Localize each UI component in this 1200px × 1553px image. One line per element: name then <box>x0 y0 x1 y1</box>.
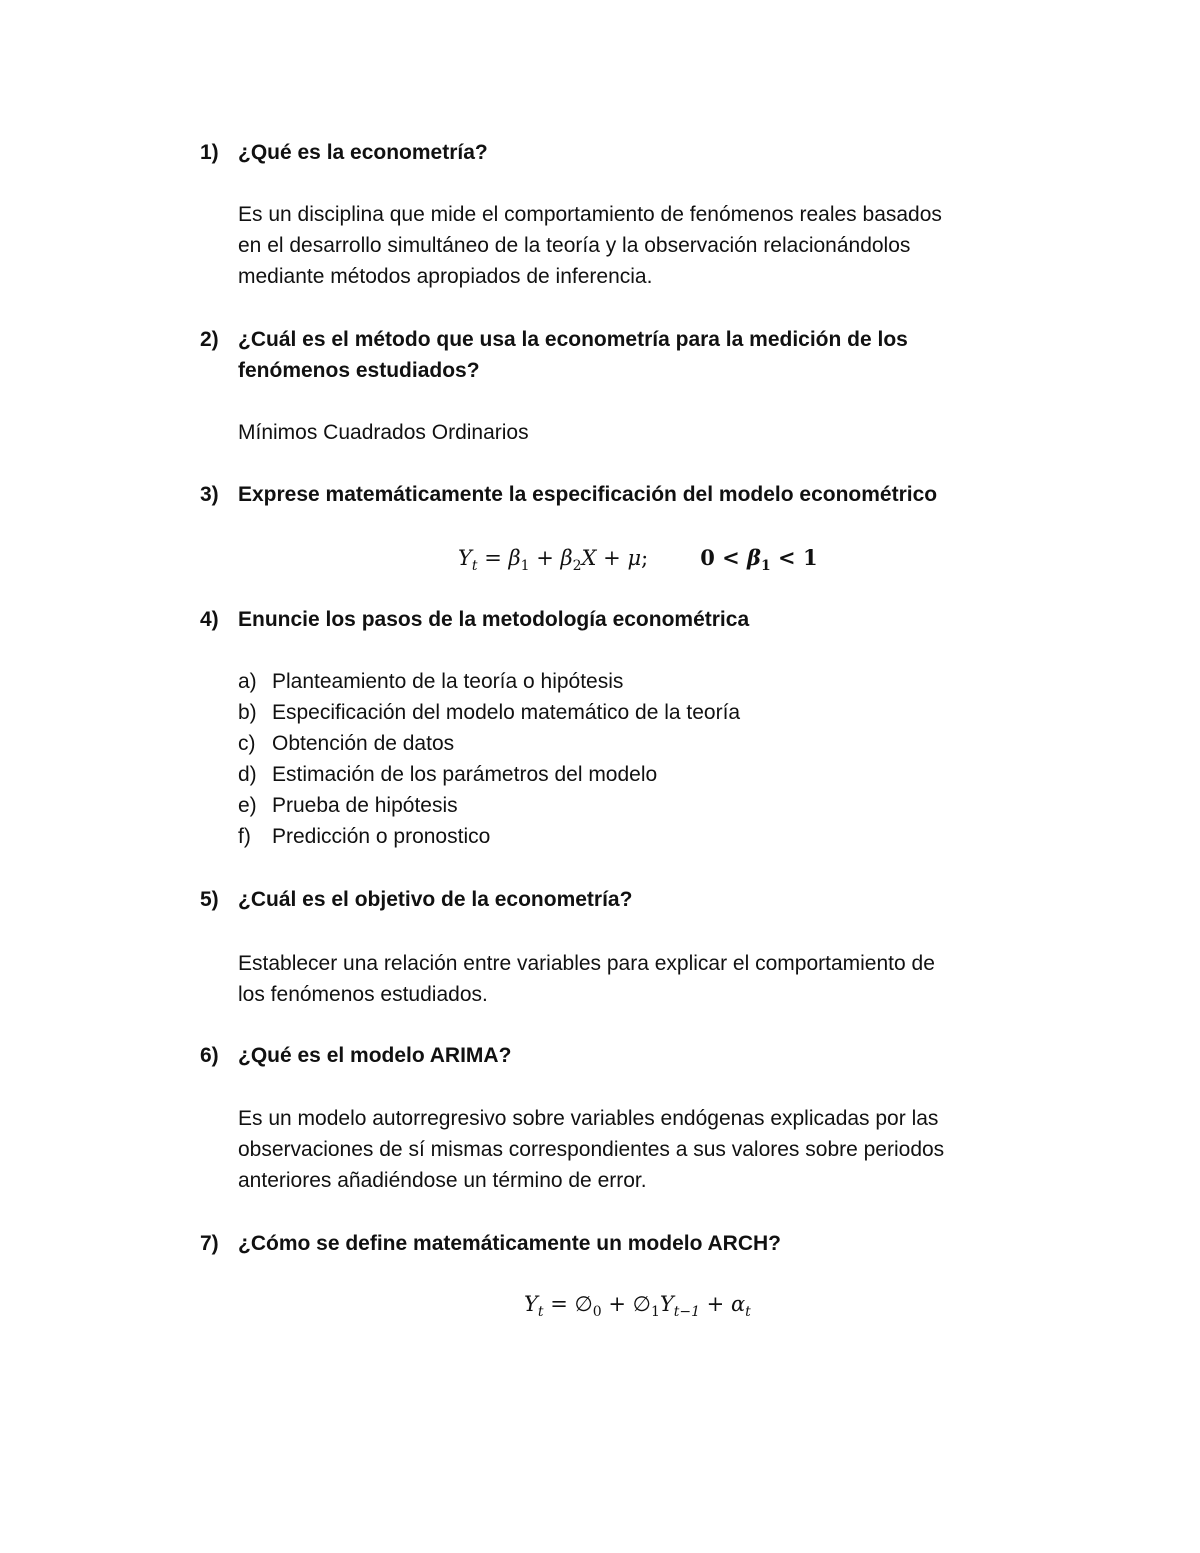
answer-line: observaciones de sí mismas correspondientes a sus valores sobre periodos <box>238 1138 945 1161</box>
list-item <box>238 728 740 759</box>
methodology-steps-list <box>238 666 740 852</box>
formula-symbol: β <box>747 545 761 570</box>
list-item-letter: c) <box>238 732 256 755</box>
answer-line: en el desarrollo simultáneo de la teoría y la observación relacionándolos <box>238 234 911 257</box>
list-item-letter: d) <box>238 763 257 786</box>
formula-operator: < <box>770 545 803 570</box>
formula-subscript: 0 <box>592 1304 602 1321</box>
answer-line: Es un modelo autorregresivo sobre variables endógenas explicadas por las <box>238 1107 939 1130</box>
formula-symbol: 1 <box>802 545 818 570</box>
list-item <box>238 821 740 852</box>
list-item <box>238 759 740 790</box>
question-text: ¿Qué es la econometría? <box>238 141 488 164</box>
question-text: ¿Cómo se define matemáticamente un modelo ARCH? <box>238 1232 781 1255</box>
list-item <box>238 697 740 728</box>
question-number: 1) <box>200 141 219 164</box>
list-item-letter: e) <box>238 794 257 817</box>
question-text: ¿Qué es el modelo ARIMA? <box>238 1044 512 1067</box>
arch-formula <box>524 1292 751 1320</box>
question-text-line: fenómenos estudiados? <box>238 359 480 382</box>
question-number: 4) <box>200 608 219 631</box>
formula-symbol: ∅ <box>632 1292 651 1316</box>
formula-subscript: t <box>471 558 478 575</box>
formula-symbol: X <box>581 546 597 570</box>
formula-symbol: ∅ <box>574 1292 593 1316</box>
formula-subscript: t−1 <box>673 1304 700 1321</box>
question-number: 5) <box>200 888 219 911</box>
formula-operator: + <box>596 546 628 570</box>
list-item <box>238 790 740 821</box>
regression-formula <box>458 545 818 574</box>
formula-operator: = <box>543 1292 575 1316</box>
formula-operator: + <box>529 546 561 570</box>
answer-line: los fenómenos estudiados. <box>238 983 488 1006</box>
formula-subscript: t <box>745 1304 751 1321</box>
answer-line: anteriores añadiéndose un término de error. <box>238 1169 647 1192</box>
formula-symbol: β <box>508 546 521 570</box>
formula-symbol: 0 <box>700 545 715 570</box>
answer-1 <box>238 199 1038 292</box>
list-item-text: Predicción o pronostico <box>272 825 491 848</box>
question-text <box>238 324 1038 386</box>
formula-subscript: 1 <box>650 1304 660 1321</box>
formula-operator: < <box>714 545 748 570</box>
formula-subscript: 1 <box>520 558 530 575</box>
formula-symbol: Y <box>458 546 472 570</box>
question-text: ¿Cuál es el objetivo de la econometría? <box>238 888 633 911</box>
answer-line: Es un disciplina que mide el comportamiento de fenómenos reales basados <box>238 203 942 226</box>
question-number: 7) <box>200 1232 219 1255</box>
formula-symbol: Y <box>524 1292 538 1316</box>
answer-line: Establecer una relación entre variables para explicar el comportamiento de <box>238 952 935 975</box>
question-number: 6) <box>200 1044 219 1067</box>
formula-subscript: 1 <box>760 558 771 575</box>
formula-operator: + <box>700 1292 731 1316</box>
formula-symbol: μ <box>627 546 642 570</box>
question-number: 3) <box>200 483 219 506</box>
formula-operator: = <box>477 546 509 570</box>
question-text-line: ¿Cuál es el método que usa la econometría para la medición de los <box>238 328 908 351</box>
question-number: 2) <box>200 328 219 351</box>
answer-line: mediante métodos apropiados de inferencia. <box>238 265 653 288</box>
list-item-letter: f) <box>238 825 251 848</box>
formula-subscript: 2 <box>572 558 582 575</box>
answer-6 <box>238 1103 1038 1196</box>
list-item-text: Obtención de datos <box>272 732 455 755</box>
formula-symbol: β <box>560 546 573 570</box>
answer-2 <box>238 417 1038 448</box>
formula-operator: + <box>601 1292 633 1316</box>
list-item-text: Prueba de hipótesis <box>272 794 458 817</box>
answer-line: Mínimos Cuadrados Ordinarios <box>238 421 529 444</box>
list-item-letter: a) <box>238 670 257 693</box>
list-item-text: Planteamiento de la teoría o hipótesis <box>272 670 624 693</box>
list-item-letter: b) <box>238 701 257 724</box>
list-item <box>238 666 740 697</box>
formula-symbol: Y <box>659 1292 674 1316</box>
formula-operator: ; <box>641 546 649 570</box>
answer-5 <box>238 948 1038 1010</box>
question-text: Exprese matemáticamente la especificación del modelo econométrico <box>238 483 938 506</box>
formula-subscript: t <box>537 1304 544 1321</box>
list-item-text: Estimación de los parámetros del modelo <box>272 763 658 786</box>
question-text: Enuncie los pasos de la metodología econométrica <box>238 608 750 631</box>
list-item-text: Especificación del modelo matemático de la teoría <box>272 701 741 724</box>
formula-symbol: α <box>730 1292 746 1316</box>
